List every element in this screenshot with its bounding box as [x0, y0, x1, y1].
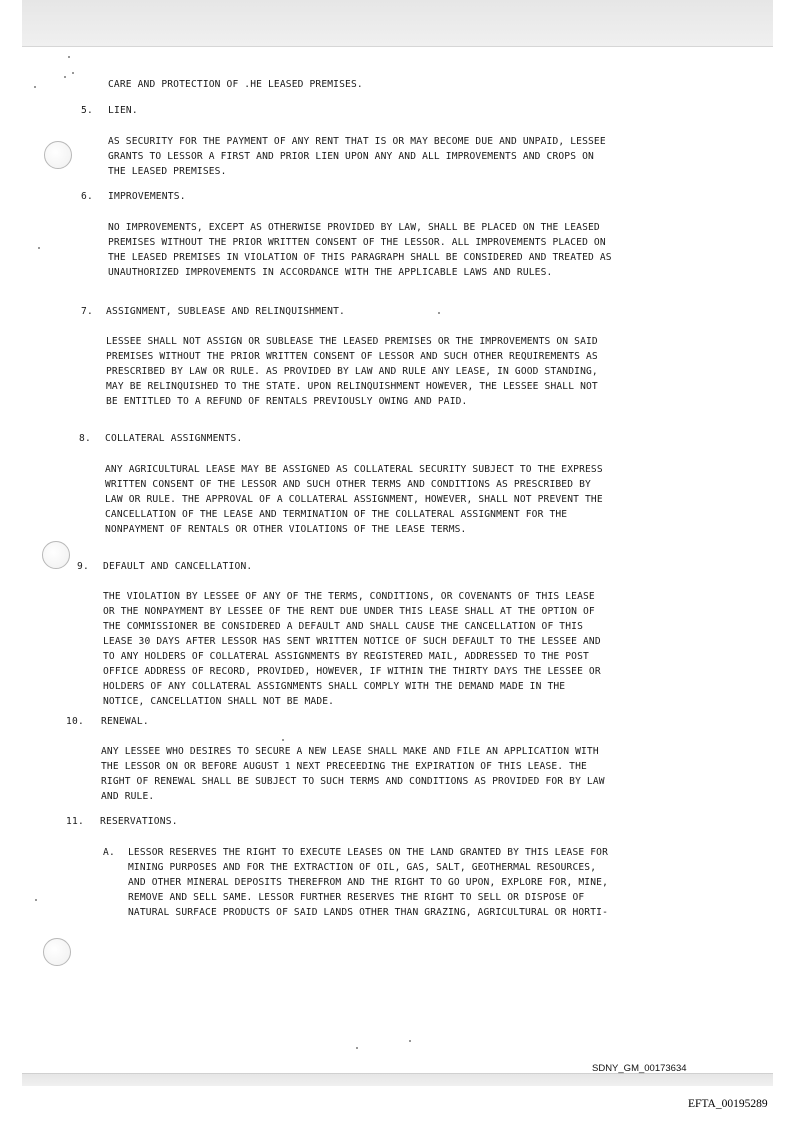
body-line: NATURAL SURFACE PRODUCTS OF SAID LANDS OTHER THAN GRAZING, AGRICULTURAL OR HORTI-	[128, 907, 608, 918]
body-line: THE LEASED PREMISES.	[108, 166, 227, 177]
section-number: 9.	[77, 561, 89, 572]
body-line: LEASE 30 DAYS AFTER LESSOR HAS SENT WRITTEN NOTICE OF SUCH DEFAULT TO THE LESSEE AND	[103, 636, 601, 647]
section-number: 10.	[66, 716, 84, 727]
section-title: RESERVATIONS.	[100, 816, 178, 827]
body-line: LESSOR RESERVES THE RIGHT TO EXECUTE LEASES ON THE LAND GRANTED BY THIS LEASE FOR	[128, 847, 608, 858]
body-line: PRESCRIBED BY LAW OR RULE. AS PROVIDED BY LAW AND RULE ANY LEASE, IN GOOD STANDING,	[106, 366, 598, 377]
body-line: BE ENTITLED TO A REFUND OF RENTALS PREVIOUSLY OWING AND PAID.	[106, 396, 468, 407]
body-line: UNAUTHORIZED IMPROVEMENTS IN ACCORDANCE WITH THE APPLICABLE LAWS AND RULES.	[108, 267, 553, 278]
body-line: LAW OR RULE. THE APPROVAL OF A COLLATERAL ASSIGNMENT, HOWEVER, SHALL NOT PREVENT THE	[105, 494, 603, 505]
scan-speck	[34, 86, 36, 88]
body-line: OFFICE ADDRESS OF RECORD, PROVIDED, HOWEVER, IF WITHIN THE THIRTY DAYS THE LESSEE OR	[103, 666, 601, 677]
body-line: THE LEASED PREMISES IN VIOLATION OF THIS PARAGRAPH SHALL BE CONSIDERED AND TREATED AS	[108, 252, 612, 263]
body-line: GRANTS TO LESSOR A FIRST AND PRIOR LIEN UPON ANY AND ALL IMPROVEMENTS AND CROPS ON	[108, 151, 594, 162]
section-title: RENEWAL.	[101, 716, 149, 727]
section-number: 8.	[79, 433, 91, 444]
body-line: HOLDERS OF ANY COLLATERAL ASSIGNMENTS SHALL COMPLY WITH THE DEMAND MADE IN THE	[103, 681, 566, 692]
section-title: DEFAULT AND CANCELLATION.	[103, 561, 253, 572]
body-line: NONPAYMENT OF RENTALS OR OTHER VIOLATIONS OF THE LEASE TERMS.	[105, 524, 467, 535]
section-number: 11.	[66, 816, 84, 827]
body-line: MINING PURPOSES AND FOR THE EXTRACTION OF OIL, GAS, SALT, GEOTHERMAL RESOURCES,	[128, 862, 597, 873]
body-line: THE COMMISSIONER BE CONSIDERED A DEFAULT AND SHALL CAUSE THE CANCELLATION OF THIS	[103, 621, 583, 632]
body-line: AND OTHER MINERAL DEPOSITS THEREFROM AND THE RIGHT TO GO UPON, EXPLORE FOR, MINE,	[128, 877, 608, 888]
scan-speck	[438, 312, 440, 314]
section-title: ASSIGNMENT, SUBLEASE AND RELINQUISHMENT.	[106, 306, 346, 317]
body-line: RIGHT OF RENEWAL SHALL BE SUBJECT TO SUCH TERMS AND CONDITIONS AS PROVIDED FOR BY LAW	[101, 776, 605, 787]
section-title: IMPROVEMENTS.	[108, 191, 186, 202]
punch-hole-top	[44, 141, 72, 169]
body-line: REMOVE AND SELL SAME. LESSOR FURTHER RESERVES THE RIGHT TO SELL OR DISPOSE OF	[128, 892, 585, 903]
scan-speck	[409, 1040, 411, 1042]
body-line: MAY BE RELINQUISHED TO THE STATE. UPON RELINQUISHMENT HOWEVER, THE LESSEE SHALL NOT	[106, 381, 598, 392]
body-line: LESSEE SHALL NOT ASSIGN OR SUBLEASE THE LEASED PREMISES OR THE IMPROVEMENTS ON SAID	[106, 336, 598, 347]
body-line: PREMISES WITHOUT THE PRIOR WRITTEN CONSENT OF THE LESSOR. ALL IMPROVEMENTS PLACED ON	[108, 237, 606, 248]
body-line: TO ANY HOLDERS OF COLLATERAL ASSIGNMENTS BY REGISTERED MAIL, ADDRESSED TO THE POST	[103, 651, 589, 662]
body-line: THE LESSOR ON OR BEFORE AUGUST 1 NEXT PRECEEDING THE EXPIRATION OF THIS LEASE. THE	[101, 761, 587, 772]
intro-line: CARE AND PROTECTION OF .HE LEASED PREMISES.	[108, 79, 363, 90]
efta-number: EFTA_00195289	[688, 1098, 768, 1110]
body-line: OR THE NONPAYMENT BY LESSEE OF THE RENT DUE UNDER THIS LEASE SHALL AT THE OPTION OF	[103, 606, 595, 617]
scan-bottom-bar	[22, 1073, 773, 1086]
scan-speck	[72, 72, 74, 74]
body-line: AND RULE.	[101, 791, 155, 802]
scan-speck	[35, 899, 37, 901]
body-line: PREMISES WITHOUT THE PRIOR WRITTEN CONSENT OF LESSOR AND SUCH OTHER REQUIREMENTS AS	[106, 351, 598, 362]
section-title: LIEN.	[108, 105, 138, 116]
scan-speck	[68, 56, 70, 58]
body-line: WRITTEN CONSENT OF THE LESSOR AND SUCH OTHER TERMS AND CONDITIONS AS PRESCRIBED BY	[105, 479, 591, 490]
section-number: 7.	[81, 306, 93, 317]
scan-speck	[356, 1047, 358, 1049]
body-line: THE VIOLATION BY LESSEE OF ANY OF THE TERMS, CONDITIONS, OR COVENANTS OF THIS LEASE	[103, 591, 595, 602]
body-line: ANY AGRICULTURAL LEASE MAY BE ASSIGNED AS COLLATERAL SECURITY SUBJECT TO THE EXPRESS	[105, 464, 603, 475]
scan-speck	[64, 76, 66, 78]
body-line: AS SECURITY FOR THE PAYMENT OF ANY RENT THAT IS OR MAY BECOME DUE AND UNPAID, LESSEE	[108, 136, 606, 147]
scan-top-bar	[22, 0, 773, 47]
section-number: 5.	[81, 105, 93, 116]
body-line: NO IMPROVEMENTS, EXCEPT AS OTHERWISE PROVIDED BY LAW, SHALL BE PLACED ON THE LEASED	[108, 222, 600, 233]
punch-hole-bottom	[43, 938, 71, 966]
scan-speck	[282, 739, 284, 741]
section-title: COLLATERAL ASSIGNMENTS.	[105, 433, 243, 444]
section-number: 6.	[81, 191, 93, 202]
body-line: ANY LESSEE WHO DESIRES TO SECURE A NEW LEASE SHALL MAKE AND FILE AN APPLICATION WITH	[101, 746, 599, 757]
bates-number: SDNY_GM_00173634	[592, 1063, 687, 1074]
body-line: CANCELLATION OF THE LEASE AND TERMINATION OF THE COLLATERAL ASSIGNMENT FOR THE	[105, 509, 568, 520]
subsection-label: A.	[103, 847, 115, 858]
body-line: NOTICE, CANCELLATION SHALL NOT BE MADE.	[103, 696, 335, 707]
punch-hole-middle	[42, 541, 70, 569]
scan-speck	[38, 247, 40, 249]
